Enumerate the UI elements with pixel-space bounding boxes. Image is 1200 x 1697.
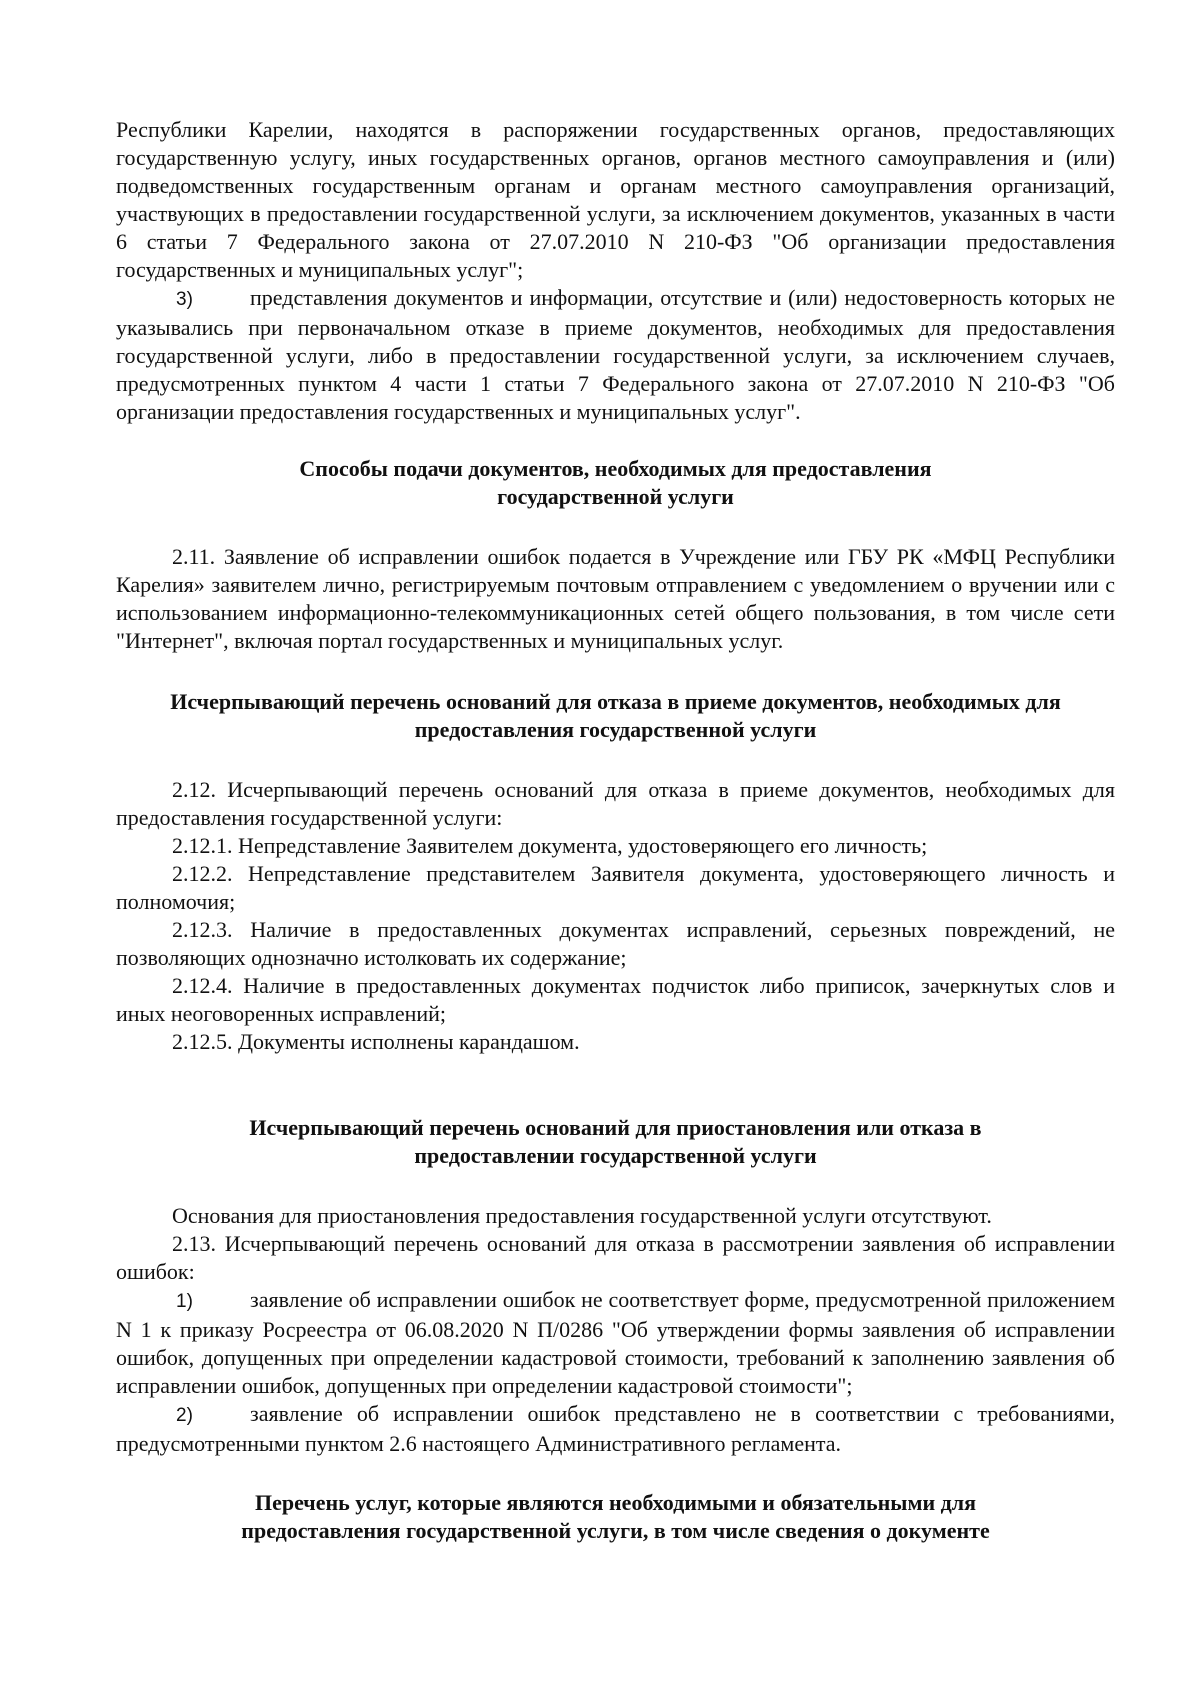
paragraph-2-12-4: 2.12.4. Наличие в предоставленных документах подчисток либо приписок, зачеркнутых слов и иных неоговоренных исправлений; xyxy=(116,973,1115,1026)
paragraph-grounds-absent: Основания для приостановления предоставления государственной услуги отсутствуют. xyxy=(172,1203,992,1228)
list-item-text: заявление об исправлении ошибок представлено не в соответствии с требованиями, предусмотренными пунктом 2.6 настоящего Административного регламента. xyxy=(116,1401,1115,1456)
section-heading-refusal-acceptance: Исчерпывающий перечень оснований для отказа в приеме документов, необходимых для предоставления государственной услуги xyxy=(170,689,1061,742)
section-heading-submission: Способы подачи документов, необходимых для предоставления государственной услуги xyxy=(299,456,932,509)
list-number: 2) xyxy=(176,1405,193,1426)
paragraph-2-12: 2.12. Исчерпывающий перечень оснований для отказа в приеме документов, необходимых для предоставления государственной услуги: xyxy=(116,777,1115,830)
list-item-text: представления документов и информации, отсутствие и (или) недостоверность которых не указывались при первоначальном отказе в приеме документов, необходимых для предоставления государственной услуги, либо в предоставлении государственной услуги, за исключением случаев, предусмотренных пунктом 4 части 1 статьи 7 Федерального закона от 27.07.2010 N 210-ФЗ "Об организации предоставления государственных и муниципальных услуг". xyxy=(116,285,1115,424)
section-heading-wrap xyxy=(116,455,1115,511)
paragraph-2-11: 2.11. Заявление об исправлении ошибок подается в Учреждение или ГБУ РК «МФЦ Республики Карелия» заявителем лично, регистрируемым почтовым отправлением с уведомлением о вручении или с использованием информационно-телекоммуникационных сетей общего пользования, в том числе сети "Интернет", включая портал государственных и муниципальных услуг. xyxy=(116,544,1115,653)
list-item-2 xyxy=(116,1400,1115,1458)
section-heading-services: Перечень услуг, которые являются необходимыми и обязательными для предоставления государственной услуги, в том числе сведения о документе xyxy=(241,1490,990,1543)
list-item-3 xyxy=(116,284,1115,426)
paragraph-continuation: Республики Карелии, находятся в распоряжении государственных органов, предоставляющих государственную услугу, иных государственных органов, органов местного самоуправления и (или) подведомственных государственным органам и органам местного самоуправления организаций, участвующих в предоставлении государственной услуги, за исключением документов, указанных в части 6 статьи 7 Федерального закона от 27.07.2010 N 210-ФЗ "Об организации предоставления государственных и муниципальных услуг"; xyxy=(116,117,1115,282)
paragraph-2-12-1: 2.12.1. Непредставление Заявителем документа, удостоверяющего его личность; xyxy=(172,833,928,858)
section-heading-suspension: Исчерпывающий перечень оснований для приостановления или отказа в предоставлении государственной услуги xyxy=(249,1115,982,1168)
paragraph-2-12-3: 2.12.3. Наличие в предоставленных документах исправлений, серьезных повреждений, не позволяющих однозначно истолковать их содержание; xyxy=(116,917,1115,970)
section-heading-wrap xyxy=(116,1114,1115,1170)
list-number: 3) xyxy=(176,289,193,310)
section-heading-wrap xyxy=(116,1489,1115,1545)
document-page xyxy=(116,116,1115,1545)
section-heading-wrap xyxy=(116,688,1115,744)
paragraph-2-12-5: 2.12.5. Документы исполнены карандашом. xyxy=(172,1029,580,1054)
paragraph-2-12-2: 2.12.2. Непредставление представителем Заявителя документа, удостоверяющего личность и полномочия; xyxy=(116,861,1115,914)
list-item-1 xyxy=(116,1286,1115,1400)
paragraph-2-13: 2.13. Исчерпывающий перечень оснований для отказа в рассмотрении заявления об исправлении ошибок: xyxy=(116,1231,1115,1284)
list-number: 1) xyxy=(176,1291,193,1312)
list-item-text: заявление об исправлении ошибок не соответствует форме, предусмотренной приложением N 1 к приказу Росреестра от 06.08.2020 N П/0286 "Об утверждении формы заявления об исправлении ошибок, допущенных при определении кадастровой стоимости, требований к заполнению заявления об исправлении ошибок, допущенных при определении кадастровой стоимости"; xyxy=(116,1287,1115,1398)
